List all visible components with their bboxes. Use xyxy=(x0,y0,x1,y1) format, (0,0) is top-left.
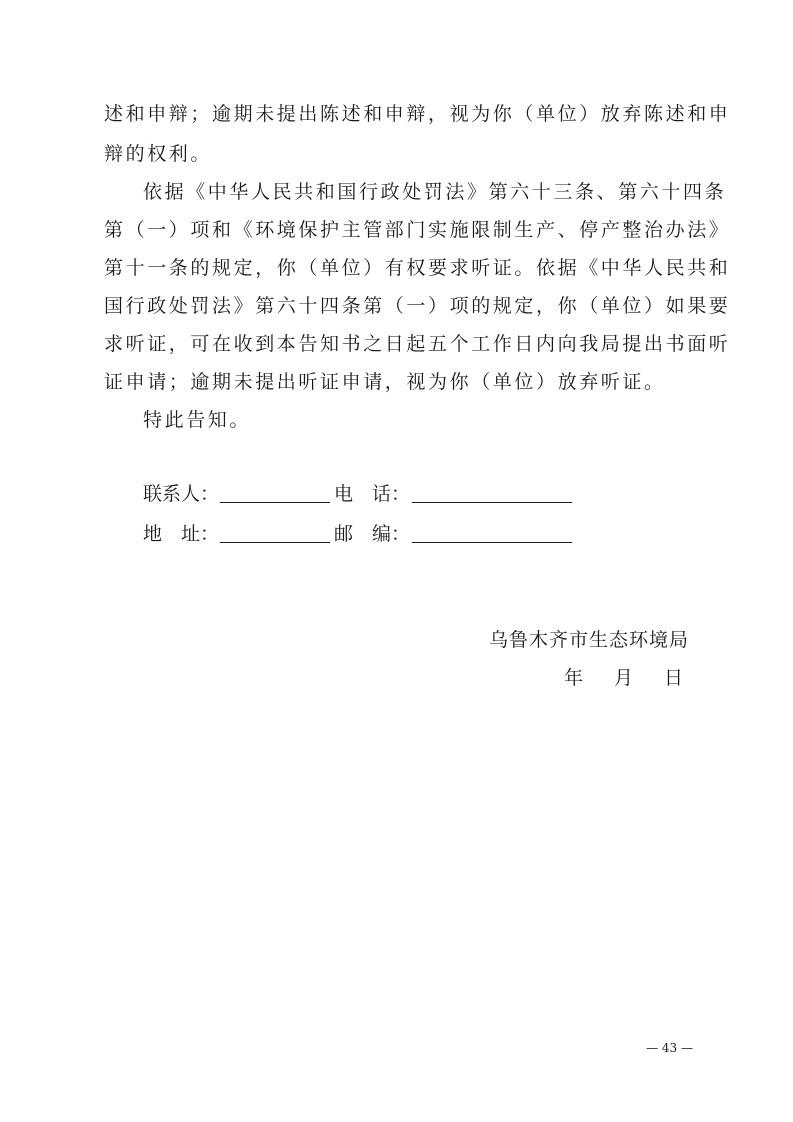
phone-blank xyxy=(412,502,572,503)
page-number: — 43 — xyxy=(646,1041,693,1055)
contact-row-1 xyxy=(0,478,793,510)
body-line-2: 辩的权利。 xyxy=(104,143,213,165)
postcode-blank xyxy=(412,542,572,543)
issuing-agency: 乌鲁木齐市生态环境局 xyxy=(488,629,689,651)
body-line-3: 依据《中华人民共和国行政处罚法》第六十三条、第六十四条 xyxy=(143,181,727,203)
body-line-8: 证申请；逾期未提出听证申请，视为你（单位）放弃听证。 xyxy=(104,371,666,393)
body-line-5: 第十一条的规定，你（单位）有权要求听证。依据《中华人民共和 xyxy=(104,257,731,279)
contact-person-blank xyxy=(220,502,330,503)
address-label: 地 址： xyxy=(143,523,220,545)
body-line-4: 第（一）项和《环境保护主管部门实施限制生产、停产整治办法》 xyxy=(104,219,731,241)
issue-date: 年 月 日 xyxy=(563,667,689,689)
contact-row-2 xyxy=(0,518,793,550)
closing-line: 特此告知。 xyxy=(143,409,252,431)
body-line-6: 国行政处罚法》第六十四条第（一）项的规定，你（单位）如果要 xyxy=(104,295,731,317)
phone-label: 电 话： xyxy=(334,483,411,505)
body-line-1: 述和申辩；逾期未提出陈述和申辩，视为你（单位）放弃陈述和申 xyxy=(104,103,731,125)
address-blank xyxy=(220,542,330,543)
body-line-7: 求听证，可在收到本告知书之日起五个工作日内向我局提出书面听 xyxy=(104,333,731,355)
contact-person-label: 联系人： xyxy=(143,483,220,505)
postcode-label: 邮 编： xyxy=(334,523,411,545)
